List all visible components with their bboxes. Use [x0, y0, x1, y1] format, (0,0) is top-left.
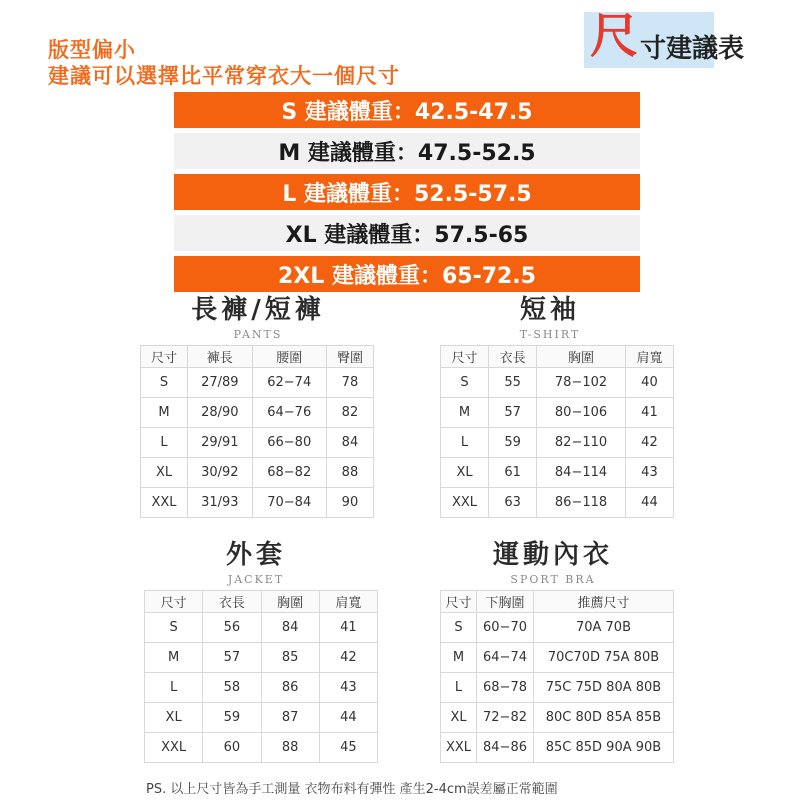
table-cell: 63 [489, 488, 537, 518]
table-row [145, 613, 378, 643]
table-row [441, 673, 674, 703]
table-cell: 60 [203, 733, 261, 763]
table-row [441, 368, 674, 398]
table-cell: 80−106 [537, 398, 626, 428]
table-cell: XL [141, 458, 188, 488]
table-cell: 80C 80D 85A 85B [533, 703, 673, 733]
table-cell: 28/90 [188, 398, 252, 428]
column-header: 褲長 [188, 346, 252, 368]
column-header: 胸圍 [537, 346, 626, 368]
table-cell: 60−70 [477, 613, 534, 643]
weight-row: XL 建議體重：57.5-65 [174, 215, 640, 251]
table-row [145, 703, 378, 733]
column-header: 肩寬 [625, 346, 673, 368]
table-cell: XXL [441, 733, 477, 763]
table-row [441, 458, 674, 488]
table-cell: 41 [319, 613, 377, 643]
table-cell: 88 [326, 458, 373, 488]
table-row [141, 428, 374, 458]
table-cell: L [441, 673, 477, 703]
table-cell: 41 [625, 398, 673, 428]
column-header: 推薦尺寸 [533, 591, 673, 613]
table-cell: 42 [625, 428, 673, 458]
table-row [441, 428, 674, 458]
table-cell: 84 [261, 613, 319, 643]
table-cell: 86−118 [537, 488, 626, 518]
table-cell: 66−80 [252, 428, 326, 458]
table-cell: S [441, 368, 489, 398]
table-cell: S [441, 613, 477, 643]
pants-size-table [140, 345, 374, 518]
pants-header-row [141, 346, 374, 368]
table-cell: 78 [326, 368, 373, 398]
column-header: 尺寸 [141, 346, 188, 368]
table-cell: 72−82 [477, 703, 534, 733]
table-row [141, 458, 374, 488]
table-cell: 29/91 [188, 428, 252, 458]
table-cell: 68−78 [477, 673, 534, 703]
jacket-title: 外套 [225, 540, 286, 570]
footnote: PS. 以上尺寸皆為手工測量 衣物布料有彈性 產生2-4cm誤差屬正常範圍 [146, 782, 558, 797]
weight-row: 2XL 建議體重：65-72.5 [174, 256, 640, 292]
logo-big-char: 尺 [590, 8, 639, 64]
table-cell: 56 [203, 613, 261, 643]
table-cell: 62−74 [252, 368, 326, 398]
bra-size-table [440, 590, 674, 763]
jacket-section-title [196, 539, 316, 586]
table-cell: 27/89 [188, 368, 252, 398]
table-cell: 82 [326, 398, 373, 428]
jacket-subtitle: JACKET [227, 573, 285, 586]
column-header: 肩寬 [319, 591, 377, 613]
table-cell: XL [145, 703, 203, 733]
column-header: 胸圍 [261, 591, 319, 613]
column-header: 衣長 [489, 346, 537, 368]
table-cell: XL [441, 703, 477, 733]
table-row [441, 613, 674, 643]
table-cell: S [141, 368, 188, 398]
table-row [441, 398, 674, 428]
table-cell: M [441, 643, 477, 673]
bra-subtitle: SPORT BRA [510, 573, 596, 586]
table-cell: M [141, 398, 188, 428]
table-cell: L [145, 673, 203, 703]
table-cell: 84−114 [537, 458, 626, 488]
table-cell: 61 [489, 458, 537, 488]
pants-section-title [172, 294, 344, 341]
table-cell: XXL [441, 488, 489, 518]
weight-row: M 建議體重：47.5-52.5 [174, 133, 640, 169]
table-cell: 45 [319, 733, 377, 763]
table-cell: 55 [489, 368, 537, 398]
table-cell: S [145, 613, 203, 643]
logo-text: 寸建議表 [640, 34, 745, 64]
table-cell: 78−102 [537, 368, 626, 398]
table-cell: 64−76 [252, 398, 326, 428]
table-row [141, 368, 374, 398]
table-cell: 43 [319, 673, 377, 703]
table-cell: 85 [261, 643, 319, 673]
table-row [441, 703, 674, 733]
table-cell: 59 [489, 428, 537, 458]
column-header: 臀圍 [326, 346, 373, 368]
table-row [441, 733, 674, 763]
table-cell: 31/93 [188, 488, 252, 518]
table-cell: 70C70D 75A 80B [533, 643, 673, 673]
size-chart-logo [584, 10, 766, 72]
table-cell: 57 [489, 398, 537, 428]
table-cell: 58 [203, 673, 261, 703]
table-cell: 30/92 [188, 458, 252, 488]
table-row [145, 643, 378, 673]
shirt-size-table [440, 345, 674, 518]
table-cell: 43 [625, 458, 673, 488]
table-cell: 85C 85D 90A 90B [533, 733, 673, 763]
notice-line-1: 版型偏小 [48, 38, 136, 62]
table-cell: 57 [203, 643, 261, 673]
column-header: 衣長 [203, 591, 261, 613]
table-cell: 90 [326, 488, 373, 518]
column-header: 腰圍 [252, 346, 326, 368]
table-cell: M [145, 643, 203, 673]
table-cell: 40 [625, 368, 673, 398]
table-row [145, 673, 378, 703]
jacket-header-row [145, 591, 378, 613]
table-cell: 70−84 [252, 488, 326, 518]
table-cell: XXL [145, 733, 203, 763]
shirt-section-title [480, 294, 620, 341]
bra-title: 運動內衣 [492, 540, 613, 570]
pants-subtitle: PANTS [233, 328, 283, 341]
bra-header-row [441, 591, 674, 613]
shirt-title: 短袖 [519, 295, 580, 325]
table-cell: XXL [141, 488, 188, 518]
column-header: 尺寸 [441, 591, 477, 613]
table-cell: 75C 75D 80A 80B [533, 673, 673, 703]
table-cell: 84−86 [477, 733, 534, 763]
table-cell: 70A 70B [533, 613, 673, 643]
bra-section-title [478, 539, 628, 586]
table-cell: 88 [261, 733, 319, 763]
weight-recommendation-list [174, 92, 640, 297]
column-header: 尺寸 [145, 591, 203, 613]
table-cell: 87 [261, 703, 319, 733]
table-cell: M [441, 398, 489, 428]
shirt-header-row [441, 346, 674, 368]
table-cell: 84 [326, 428, 373, 458]
weight-row: L 建議體重：52.5-57.5 [174, 174, 640, 210]
table-cell: XL [441, 458, 489, 488]
jacket-size-table [144, 590, 378, 763]
column-header: 尺寸 [441, 346, 489, 368]
table-cell: 64−74 [477, 643, 534, 673]
table-cell: 44 [319, 703, 377, 733]
table-cell: L [441, 428, 489, 458]
pants-title: 長褲/短褲 [191, 295, 325, 325]
table-cell: 68−82 [252, 458, 326, 488]
table-row [141, 488, 374, 518]
table-cell: L [141, 428, 188, 458]
shirt-subtitle: T-SHIRT [519, 328, 581, 341]
weight-row: S 建議體重：42.5-47.5 [174, 92, 640, 128]
column-header: 下胸圍 [477, 591, 534, 613]
table-row [145, 733, 378, 763]
table-row [441, 643, 674, 673]
table-cell: 42 [319, 643, 377, 673]
table-cell: 86 [261, 673, 319, 703]
table-row [141, 398, 374, 428]
table-row [441, 488, 674, 518]
table-cell: 59 [203, 703, 261, 733]
table-cell: 44 [625, 488, 673, 518]
notice-line-2: 建議可以選擇比平常穿衣大一個尺寸 [48, 64, 400, 88]
table-cell: 82−110 [537, 428, 626, 458]
